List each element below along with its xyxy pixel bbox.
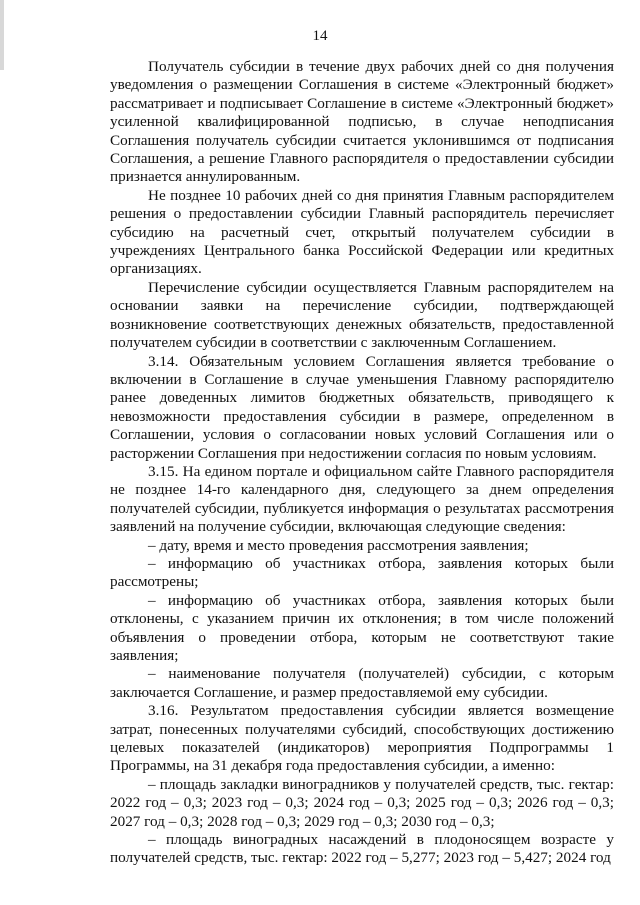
list-item-rejected-participants: – информацию об участниках отбора, заявления которых были отклонены, с указанием причин их отклонения; в том числе положений объявления о проведении отбора, которым не соответствуют такие заявления; xyxy=(110,591,614,664)
list-item-vineyard-planting-area: – площадь закладки виноградников у получателей средств, тыс. гектар: 2022 год – 0,3; 2023 год – 0,3; 2024 год – 0,3; 2025 год – 0,3; 2026 год – 0,3; 2027 год – 0,3; 2028 год – 0,3; 2029 год – 0,3; 2030 год – 0,3; xyxy=(110,775,614,830)
list-item-reviewed-participants: – информацию об участниках отбора, заявления которых были рассмотрены; xyxy=(110,554,614,591)
paragraph-3-16: 3.16. Результатом предоставления субсидии является возмещение затрат, понесенных получателями субсидий, способствующих достижению целевых показателей (индикаторов) мероприятия Подпрограммы 1 Программы, на 31 декабря года предоставления субсидии, а именно: xyxy=(110,702,614,775)
paragraph-3-14: 3.14. Обязательным условием Соглашения является требование о включении в Соглашение в случае уменьшения Главному распорядителю ранее доведенных лимитов бюджетных обязательств, приводящего к невозможности предоставления субсидии в размере, определенном в Соглашении, условия о согласовании новых условий Соглашения или о расторжении Соглашения при недостижении согласия по новым условиям. xyxy=(110,352,614,462)
paragraph-transfer-deadline: Не позднее 10 рабочих дней со дня принятия Главным распорядителем решения о предоставлении субсидии Главный распорядитель перечисляет субсидию на расчетный счет, открытый получателем субсидии в учреждениях Центрального банка Российской Федерации или кредитных организациях. xyxy=(110,186,614,278)
list-item-review-date: – дату, время и место проведения рассмотрения заявления; xyxy=(148,536,529,554)
paragraph-transfer-basis: Перечисление субсидии осуществляется Главным распорядителем на основании заявки на перечисление субсидии, подтверждающей возникновение соответствующих денежных обязательств, предоставленной получателем субсидии в соответствии с заключенным Соглашением. xyxy=(110,278,614,352)
page-number: 14 xyxy=(312,28,328,44)
paragraph-signing-agreement: Получатель субсидии в течение двух рабочих дней со дня получения уведомления о размещении Соглашения в системе «Электронный бюджет» рассматривает и подписывает Соглашение в системе «Электронный бюджет» усиленной квалифицированной подписью, в случае неподписания Соглашения получатель субсидии считается уклонившимся от подписания Соглашения, а решение Главного распорядителя о предоставлении субсидии признается аннулированным. xyxy=(110,58,614,186)
list-item-recipient-name: – наименование получателя (получателей) субсидии, с которым заключается Соглашение, и размер предоставляемой ему субсидии. xyxy=(110,665,614,701)
paragraph-3-15: 3.15. На едином портале и официальном сайте Главного распорядителя не позднее 14-го календарного дня, следующего за днем определения получателей субсидии, публикуется информация о результатах рассмотрения заявлений на получение субсидии, включающая следующие сведения: xyxy=(110,462,614,536)
document-body xyxy=(110,58,614,868)
list-item-fruiting-vineyard-area: – площадь виноградных насаждений в плодоносящем возрасте у получателей средств, тыс. гектар: 2022 год – 5,277; 2023 год – 5,427; 2024 год xyxy=(110,831,614,867)
